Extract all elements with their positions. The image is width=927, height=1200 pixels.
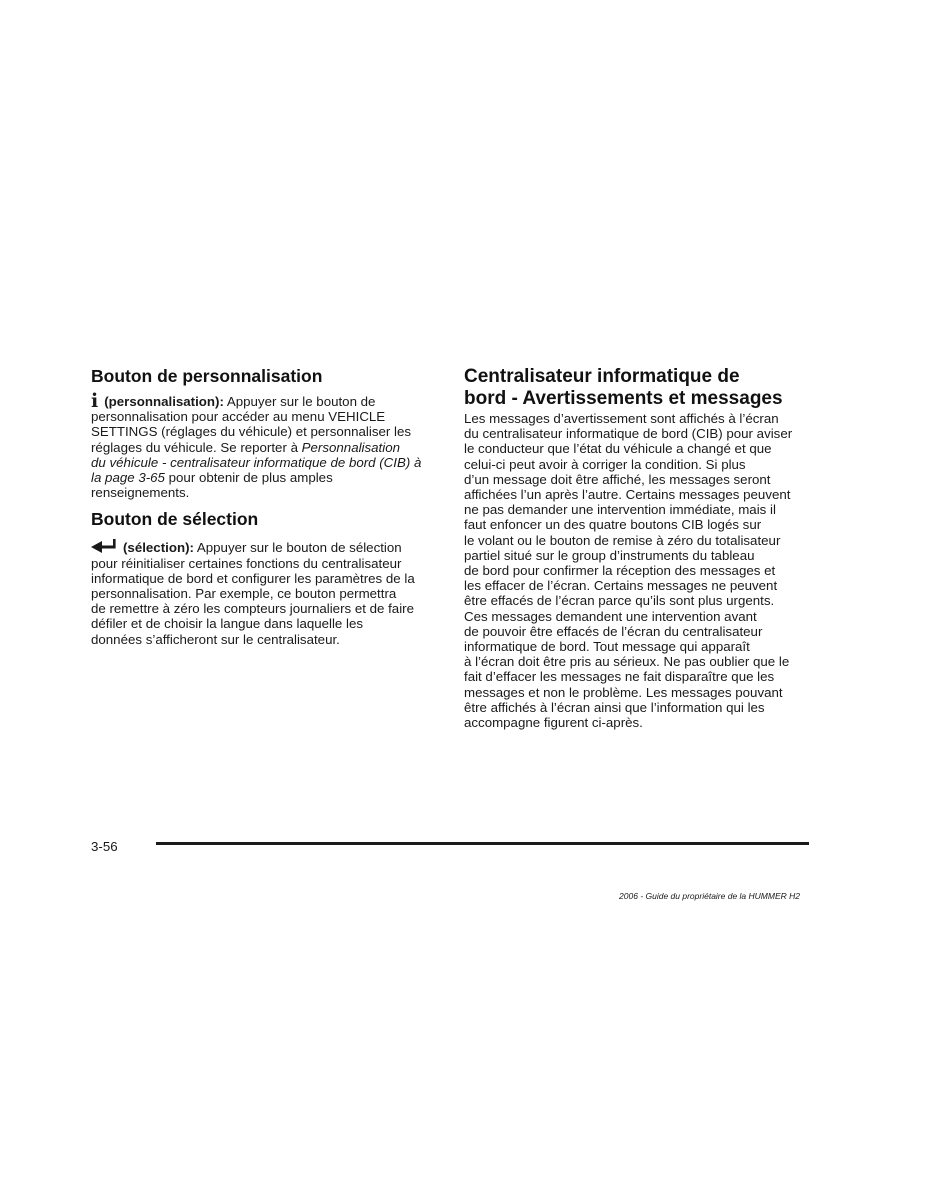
cross-reference: Personnalisation: [301, 439, 400, 455]
line: données s’afficheront sur le centralisateur.: [91, 631, 340, 647]
heading-centralisateur: [464, 366, 814, 409]
line: à l’écran doit être pris au sérieux. Ne pas oublier que le: [464, 654, 790, 670]
line: messages et non le problème. Les messages pouvant: [464, 684, 783, 700]
line: [91, 440, 441, 455]
text: Appuyer sur le bouton de sélection: [193, 540, 402, 556]
heading-line: bord - Avertissements et messages: [464, 387, 783, 409]
right-column: [464, 366, 814, 730]
line: le conducteur que l’état du véhicule a changé et que: [464, 441, 772, 457]
line: partiel situé sur le group d’instruments du tableau: [464, 547, 755, 563]
paragraph-personnalisation: [91, 390, 441, 501]
line: faut enfoncer un des quatre boutons CIB logés sur: [464, 517, 762, 533]
line: personnalisation. Par exemple, ce bouton permettra: [91, 586, 397, 602]
line: être affichés à l’écran ainsi que l’information qui les: [464, 699, 765, 715]
left-column: [91, 366, 441, 647]
line: ne pas demander une intervention immédiate, mais il: [464, 502, 776, 518]
line: les effacer de l’écran. Certains messages ne peuvent: [464, 578, 778, 594]
heading-selection: Bouton de sélection: [91, 509, 259, 530]
text: pour obtenir de plus amples: [164, 470, 333, 486]
line: le volant ou le bouton de remise à zéro du totalisateur: [464, 532, 781, 548]
line: Ces messages demandent une intervention avant: [464, 608, 757, 624]
line: de remettre à zéro les compteurs journaliers et de faire: [91, 601, 414, 617]
line: de bord pour confirmer la réception des messages et: [464, 563, 776, 579]
line: renseignements.: [91, 485, 190, 501]
paragraph-messages: [464, 411, 814, 730]
line: personnalisation pour accéder au menu VEHICLE: [91, 409, 386, 425]
line: défiler et de choisir la langue dans laquelle les: [91, 616, 364, 632]
cross-reference: la page 3-65: [91, 470, 165, 486]
term-personnalisation: (personnalisation):: [104, 394, 224, 409]
line: [91, 390, 441, 412]
enter-arrow-icon: [91, 539, 119, 553]
line: de pouvoir être effacés de l’écran du centralisateur: [464, 623, 763, 639]
line: informatique de bord et configurer les paramètres de la: [91, 570, 415, 586]
text: Appuyer sur le bouton de: [223, 394, 376, 409]
line: informatique de bord. Tout message qui apparaît: [464, 639, 750, 655]
line: celui-ci peut avoir à corriger la condition. Si plus: [464, 456, 746, 472]
text: réglages du véhicule. Se reporter à: [91, 439, 302, 455]
line: [91, 539, 441, 555]
line: fait d’effacer les messages ne fait disparaître que les: [464, 669, 775, 685]
heading-line: Centralisateur informatique de: [464, 366, 740, 387]
guide-title: 2006 - Guide du propriétaire de la HUMMER H2: [619, 891, 800, 901]
cross-reference: du véhicule - centralisateur informatique de bord (CIB) à: [91, 454, 422, 470]
line: d’un message doit être affiché, les messages seront: [464, 471, 771, 487]
paragraph-selection: [91, 539, 441, 646]
line: affichées l’un après l’autre. Certains messages peuvent: [464, 487, 791, 503]
line: SETTINGS (réglages du véhicule) et personnaliser les: [91, 424, 412, 440]
info-icon: i: [91, 390, 99, 412]
line: être effacés de l’écran parce qu’ils sont plus urgents.: [464, 593, 775, 609]
line: [91, 470, 441, 485]
line: du centralisateur informatique de bord (CIB) pour aviser: [464, 426, 793, 442]
heading-personnalisation: Bouton de personnalisation: [91, 366, 323, 386]
term-selection: (sélection):: [123, 540, 194, 556]
page-number: 3-56: [91, 839, 118, 854]
line: pour réinitialiser certaines fonctions du centralisateur: [91, 555, 402, 571]
footer-rule: [156, 842, 809, 845]
line: Les messages d’avertissement sont affichés à l’écran: [464, 411, 779, 426]
line: accompagne figurent ci-après.: [464, 715, 643, 731]
line: [91, 455, 441, 470]
